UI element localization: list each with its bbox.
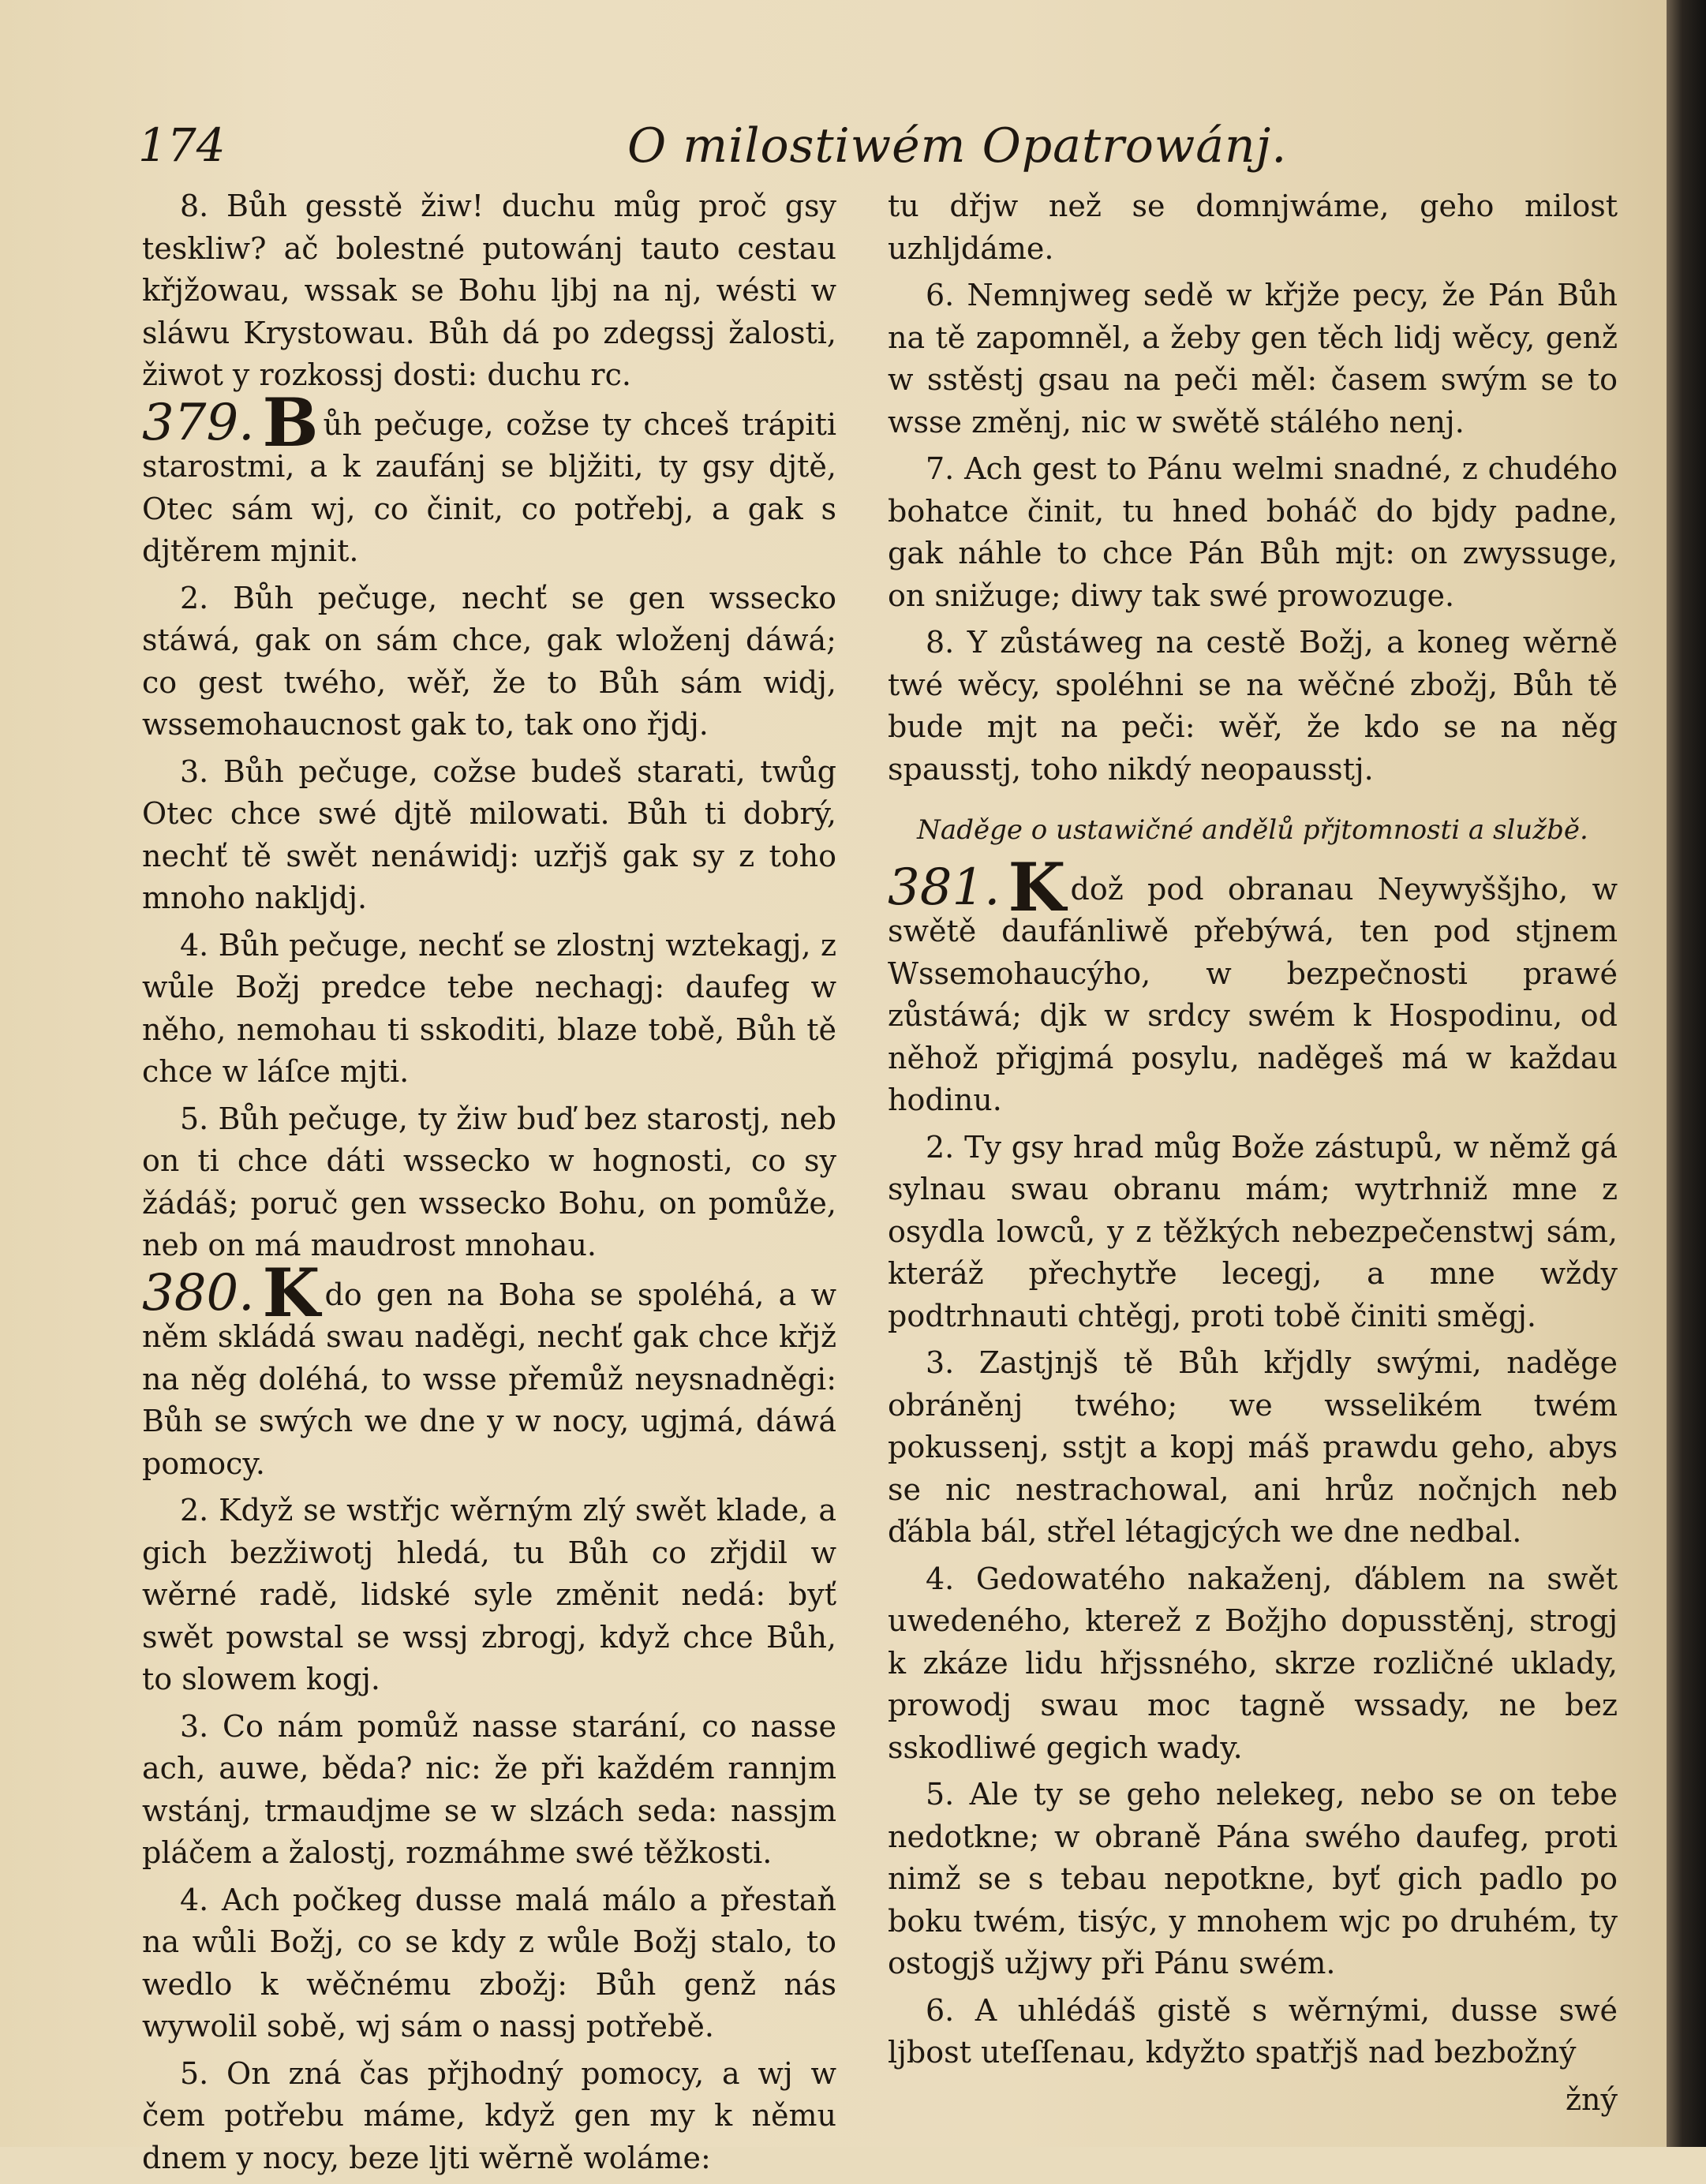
running-title: O milostiwém Opatrowánj.	[627, 118, 1288, 174]
verse: 2. Když se wstřjc wěrným zlý swět klade, a gich bezžiwotj hledá, tu Bůh co zřjdil w wěrné radě, lidské syle změnit nedá: byť swět powstal se wssj zbrogj, když chce Bůh, to slowem kogj.	[142, 1493, 836, 1696]
verse-text: dož pod obranau Neywyššjho, w swětě daufánliwě přebýwá, ten pod stjnem Wssemohaucýho, w bezpečnosti prawé zůstáwá; djk w srdcy swém k Hospodinu, od něhož přigjmá posylu, naděgeš má w každau hodinu.	[888, 871, 1618, 1117]
hymn-start	[142, 1253, 836, 1486]
verse: 6. A uhlédáš gistě s wěrnými, dusse swé ljbost uteſſenau, kdyžto spatřjš nad bezbožný	[888, 1992, 1618, 2070]
verse: 3. Bůh pečuge, cožse budeš starati, twůg Otec chce swé djtě milowati. Bůh ti dobrý, nechť tě swět nenáwidj: uzřjš gak sy z toho mnoho nakljdj.	[142, 754, 836, 915]
verse: 2. Bůh pečuge, nechť se gen wssecko stáwá, gak on sám chce, gak wloženj dáwá; co gest twého, wěř, že to Bůh sám widj, wssemohaucnost gak to, tak ono řjdj.	[142, 580, 836, 742]
hymn-start	[888, 847, 1618, 1122]
verse: 7. Ach gest to Pánu welmi snadné, z chudého bohatce činit, tu hned boháč do bjdy padne, gak náhle to chce Pán Bůh mjt: on zwyssuge, on snižuge; diwy tak swé prowozuge.	[888, 451, 1618, 613]
left-column	[142, 185, 836, 2184]
verse: 4. Gedowatého nakaženj, ďáblem na swět uwedeného, kterež z Božjho dopusstěnj, strogj k zkáze lidu hřjssného, skrze rozličné uklady, prowodj swau moc tagně wssady, ne bez sskodliwé gegich wady.	[888, 1561, 1618, 1765]
verse: 5. Bůh pečuge, ty žiw buď bez starostj, neb on ti chce dáti wssecko w hognosti, co sy žádáš; poruč gen wssecko Bohu, on pomůže, neb on má maudrost mnohau.	[142, 1101, 836, 1262]
hymn-number: 381.	[888, 858, 1001, 917]
page-header	[138, 118, 1606, 181]
verse: 3. Zastjnjš tě Bůh křjdly swými, naděge obráněnj twého; we wsselikém twém pokussenj, sstjt a kopj máš prawdu geho, abys se nic nestrachowal, ani hrůz nočnjch neb ďábla bál, střel létagjcých we dne nedbal.	[888, 1345, 1618, 1549]
section-subtitle: Naděge o ustawičné andělů přjtomnosti a službě.	[917, 814, 1588, 846]
drop-capital: B	[262, 383, 319, 462]
drop-capital: K	[1008, 847, 1066, 926]
verse-continuation: tu dřjw než se domnjwáme, geho milost uzhljdáme.	[888, 189, 1618, 266]
right-column	[888, 185, 1618, 2126]
verse: 6. Nemnjweg sedě w křjže pecy, že Pán Bůh na tě zapomněl, a žeby gen těch lidj wěcy, genž w sstěstj gsau na peči měl: časem swým se to wsse změnj, nic w swětě stálého nenj.	[888, 278, 1618, 439]
verse: 4. Ach počkeg dusse malá málo a přestaň na wůli Božj, co se kdy z wůle Božj stalo, to wedlo k wěčnému zbožj: Bůh genž nás wywolil sobě, wj sám o nassj potřebě.	[142, 1882, 836, 2044]
hymn-number: 379.	[142, 393, 255, 452]
verse: 4. Bůh pečuge, nechť se zlostnj wztekagj, z wůle Božj predce tebe nechagj: daufeg w něho, nemohau ti sskoditi, blaze tobě, Bůh tě chce w láſce mjti.	[142, 927, 836, 1089]
verse: 5. On zná čas přjhodný pomocy, a wj w čem potřebu máme, když gen my k němu dnem y nocy, beze ljti wěrně woláme:	[142, 2055, 836, 2175]
verse-text: ůh pečuge, cožse ty chceš trápiti starostmi, a k zaufánj se bljžiti, ty gsy djtě, Otec sám wj, co činit, co potřebj, a gak s djtěrem mjnit.	[142, 406, 836, 568]
hymn-start	[142, 383, 836, 573]
verse: 3. Co nám pomůž nasse starání, co nasse ach, auwe, běda? nic: že při každém rannjm wstánj, trmaudjme se w slzách seda: nassjm pláčem a žalostj, rozmáhme swé těžkosti.	[142, 1708, 836, 1870]
page-number: 174	[138, 118, 226, 172]
verse-text: do gen na Boha se spoléhá, a w něm skládá swau naděgi, nechť gak chce křjž na něg doléhá, to wsse přemůž neysnadněgi: Bůh se swých we dne y w nocy, ugjmá, dáwá pomocy.	[142, 1277, 836, 1481]
hymn-number: 380.	[142, 1263, 255, 1322]
catchword: žný	[1566, 2081, 1618, 2117]
verse: 8. Bůh gesstě žiw! duchu můg proč gsy teskliw? ač bolestné putowánj tauto cestau křjžowau, wssak se Bohu ljbj na nj, wésti w sláwu Krystowau. Bůh dá po zdegssj žalosti, žiwot y rozkossj dosti: duchu rc.	[142, 189, 836, 392]
drop-capital: K	[262, 1253, 320, 1332]
verse: 2. Ty gsy hrad můg Bože zástupů, w němž gá sylnau swau obranu mám; wytrhniž mne z osydla lowců, y z těžkých nebezpečenstwj sám, kteráž přechytře lecegj, a mne wždy podtrhnauti chtěgj, proti tobě činiti směgj.	[888, 1129, 1618, 1333]
book-spine-shadow	[1667, 0, 1706, 2147]
verse: 5. Ale ty se geho nelekeg, nebo se on tebe nedotkne; w obraně Pána swého daufeg, proti nimž se s tebau nepotkne, byť gich padlo po boku twém, tisýc, y mnohem wjc po druhém, ty ostogjš užjwy při Pánu swém.	[888, 1777, 1618, 1980]
verse: 8. Y zůstáweg na cestě Božj, a koneg wěrně twé wěcy, spoléhni se na wěčné zbožj, Bůh tě bude mjt na peči: wěř, že kdo se na něg spausstj, toho nikdý neopausstj.	[888, 625, 1618, 787]
